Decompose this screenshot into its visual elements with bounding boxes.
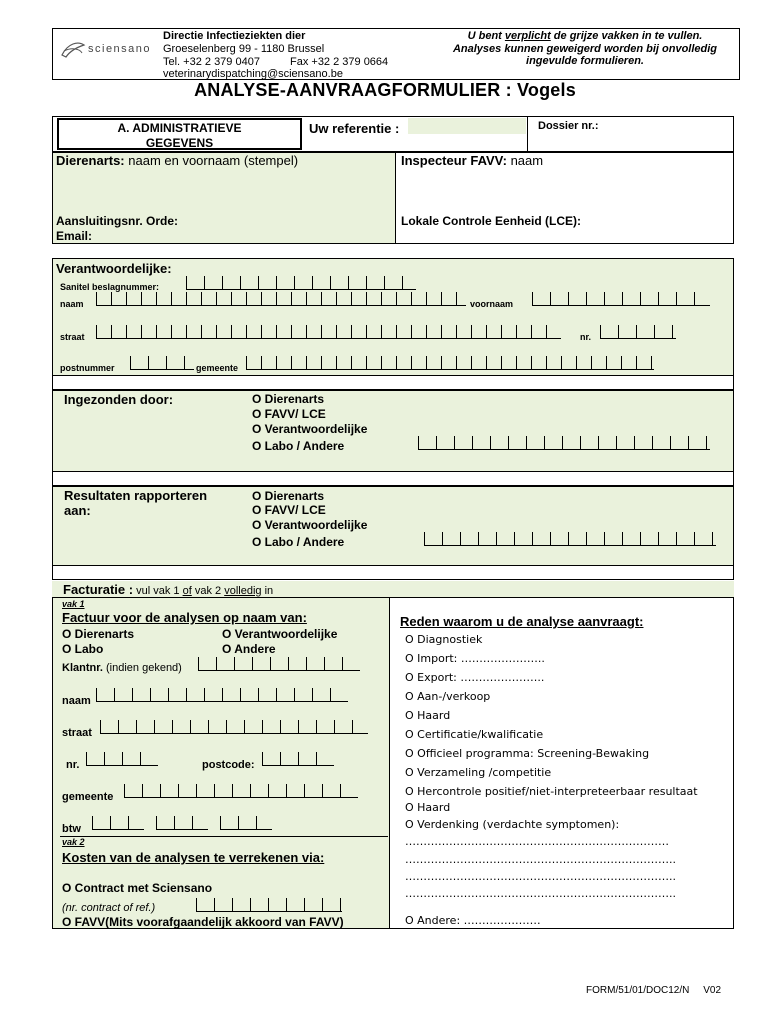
nr-input[interactable]: [600, 325, 676, 339]
nr-label: nr.: [580, 332, 592, 342]
order-label: Aansluitingsnr. Orde:: [56, 214, 179, 228]
reason-official-program[interactable]: O Officieel programma: Screening-Bewaking: [405, 747, 650, 760]
invoice-labo[interactable]: O Labo: [62, 642, 104, 656]
inv-vat-input-3[interactable]: [220, 816, 272, 830]
suspicion-line-4[interactable]: ………………………………………………………………..: [405, 887, 676, 900]
lce-label: Lokale Controle Eenheid (LCE):: [401, 214, 582, 228]
reason-certification[interactable]: O Certificatie/kwalificatie: [405, 728, 544, 741]
report-to-labo[interactable]: O Labo / Andere: [252, 535, 345, 549]
notice-line-2: Analyses kunnen geweigerd worden bij onvolledig: [452, 43, 718, 55]
name-label: naam: [60, 299, 84, 309]
inspector-label: Inspecteur FAVV: naam: [401, 153, 544, 168]
reason-other[interactable]: O Andere: …………………: [405, 914, 541, 927]
sent-by-favv[interactable]: O FAVV/ LCE: [252, 407, 326, 421]
reason-outbreak[interactable]: O Haard: [405, 709, 451, 722]
org-name: Directie Infectieziekten dier: [163, 30, 306, 42]
reference-label: Uw referentie :: [309, 121, 400, 136]
sent-by-vet[interactable]: O Dierenarts: [252, 392, 325, 406]
vak2-label: vak 2: [62, 837, 85, 847]
page-title: ANALYSE-AANVRAAGFORMULIER : Vogels: [194, 80, 576, 100]
spacer-row-2: [52, 472, 734, 486]
inv-vat-label: btw: [62, 823, 81, 835]
dossier-label: Dossier nr.:: [538, 120, 599, 132]
report-to-other-input[interactable]: [424, 532, 716, 546]
inv-city-input[interactable]: [124, 784, 358, 798]
postal-label: postnummer: [60, 363, 115, 373]
inv-vat-input-1[interactable]: [92, 816, 144, 830]
suspicion-line-3[interactable]: ………………………………………………………………..: [405, 870, 676, 883]
client-label: Klantnr. (indien gekend): [62, 662, 182, 674]
sent-by-other-input[interactable]: [418, 436, 710, 450]
reason-export[interactable]: O Export: …………………..: [405, 671, 545, 684]
client-input[interactable]: [198, 657, 360, 671]
reason-outbreak-2[interactable]: O Haard: [405, 801, 451, 814]
org-tel: Tel. +32 2 379 0407: [163, 56, 260, 68]
report-to-favv[interactable]: O FAVV/ LCE: [252, 503, 326, 517]
firstname-input[interactable]: [532, 292, 710, 306]
invoice-title: Factuur voor de analysen op naam van:: [62, 610, 307, 625]
inv-postcode-label: postcode:: [202, 759, 255, 771]
vak1-label: vak 1: [62, 599, 85, 609]
notice-line-3: ingevulde formulieren.: [526, 55, 644, 67]
sanitel-label: Sanitel beslagnummer:: [60, 282, 160, 292]
email-label: Email:: [56, 229, 93, 243]
costs-title: Kosten van de analysen te verrekenen via:: [62, 850, 325, 865]
inv-street-input[interactable]: [100, 720, 368, 734]
report-to-label-2: aan:: [64, 503, 91, 518]
invoice-vet[interactable]: O Dierenarts: [62, 627, 135, 641]
responsible-title: Verantwoordelijke:: [56, 261, 172, 276]
name-input[interactable]: [96, 292, 466, 306]
report-to-vet[interactable]: O Dierenarts: [252, 489, 325, 503]
org-address: Groeselenberg 99 - 1180 Brussel: [163, 43, 325, 55]
firstname-label: voornaam: [470, 299, 514, 309]
invoice-responsible[interactable]: O Verantwoordelijke: [222, 627, 338, 641]
reason-suspicion[interactable]: O Verdenking (verdachte symptomen):: [405, 818, 620, 831]
spacer-row: [52, 376, 734, 390]
sent-by-label: Ingezonden door:: [64, 392, 174, 407]
inv-city-label: gemeente: [62, 791, 114, 803]
suspicion-line-2[interactable]: ………………………………………………………………..: [405, 853, 676, 866]
city-label: gemeente: [196, 363, 239, 373]
notice-line-1: U bent verplicht de grijze vakken in te vullen.: [467, 30, 703, 42]
postal-input[interactable]: [130, 356, 194, 370]
billing-label: Facturatie : vul vak 1 of vak 2 volledig in: [63, 582, 274, 597]
favv-option[interactable]: O FAVV(Mits voorafgaandelijk akkoord van FAVV): [62, 915, 344, 929]
sent-by-labo[interactable]: O Labo / Andere: [252, 439, 345, 453]
sent-by-responsible[interactable]: O Verantwoordelijke: [252, 422, 368, 436]
form-code: FORM/51/01/DOC12/N V02: [586, 985, 722, 996]
inv-name-input[interactable]: [96, 688, 348, 702]
suspicion-line-1[interactable]: ………………………………………………………………: [405, 835, 669, 848]
inv-vat-input-2[interactable]: [156, 816, 208, 830]
reference-input[interactable]: [408, 118, 526, 134]
section-a-title-1: A. ADMINISTRATIEVE: [117, 121, 242, 135]
sanitel-input[interactable]: [186, 276, 416, 290]
reason-recheck[interactable]: O Hercontrole positief/niet-interpreteerbaar resultaat: [405, 785, 698, 798]
invoice-other[interactable]: O Andere: [222, 642, 276, 656]
street-label: straat: [60, 332, 85, 342]
inv-postcode-input[interactable]: [262, 752, 334, 766]
logo-text: sciensano: [88, 43, 152, 55]
contract-input[interactable]: [196, 898, 342, 912]
vet-label: Dierenarts: naam en voornaam (stempel): [56, 153, 299, 168]
inv-nr-label: nr.: [66, 759, 80, 771]
reason-diagnostics[interactable]: O Diagnostiek: [405, 633, 483, 646]
section-a-title-2: GEGEVENS: [145, 136, 214, 150]
spacer-row-3: [52, 566, 734, 580]
inv-street-label: straat: [62, 727, 92, 739]
reasons-title: Reden waarom u de analyse aanvraagt:: [400, 614, 644, 629]
org-email: veterinarydispatching@sciensano.be: [163, 68, 343, 80]
reason-import[interactable]: O Import: …………………..: [405, 652, 545, 665]
report-to-label-1: Resultaten rapporteren: [64, 488, 208, 503]
inv-nr-input[interactable]: [86, 752, 158, 766]
report-to-responsible[interactable]: O Verantwoordelijke: [252, 518, 368, 532]
reason-collection[interactable]: O Verzameling /competitie: [405, 766, 552, 779]
contract-option[interactable]: O Contract met Sciensano: [62, 881, 213, 895]
city-input[interactable]: [246, 356, 654, 370]
reason-trade[interactable]: O Aan-/verkoop: [405, 690, 491, 703]
street-input[interactable]: [96, 325, 561, 339]
inv-name-label: naam: [62, 695, 91, 707]
org-fax: Fax +32 2 379 0664: [290, 56, 389, 68]
contract-note: (nr. contract of ref.): [62, 902, 156, 914]
